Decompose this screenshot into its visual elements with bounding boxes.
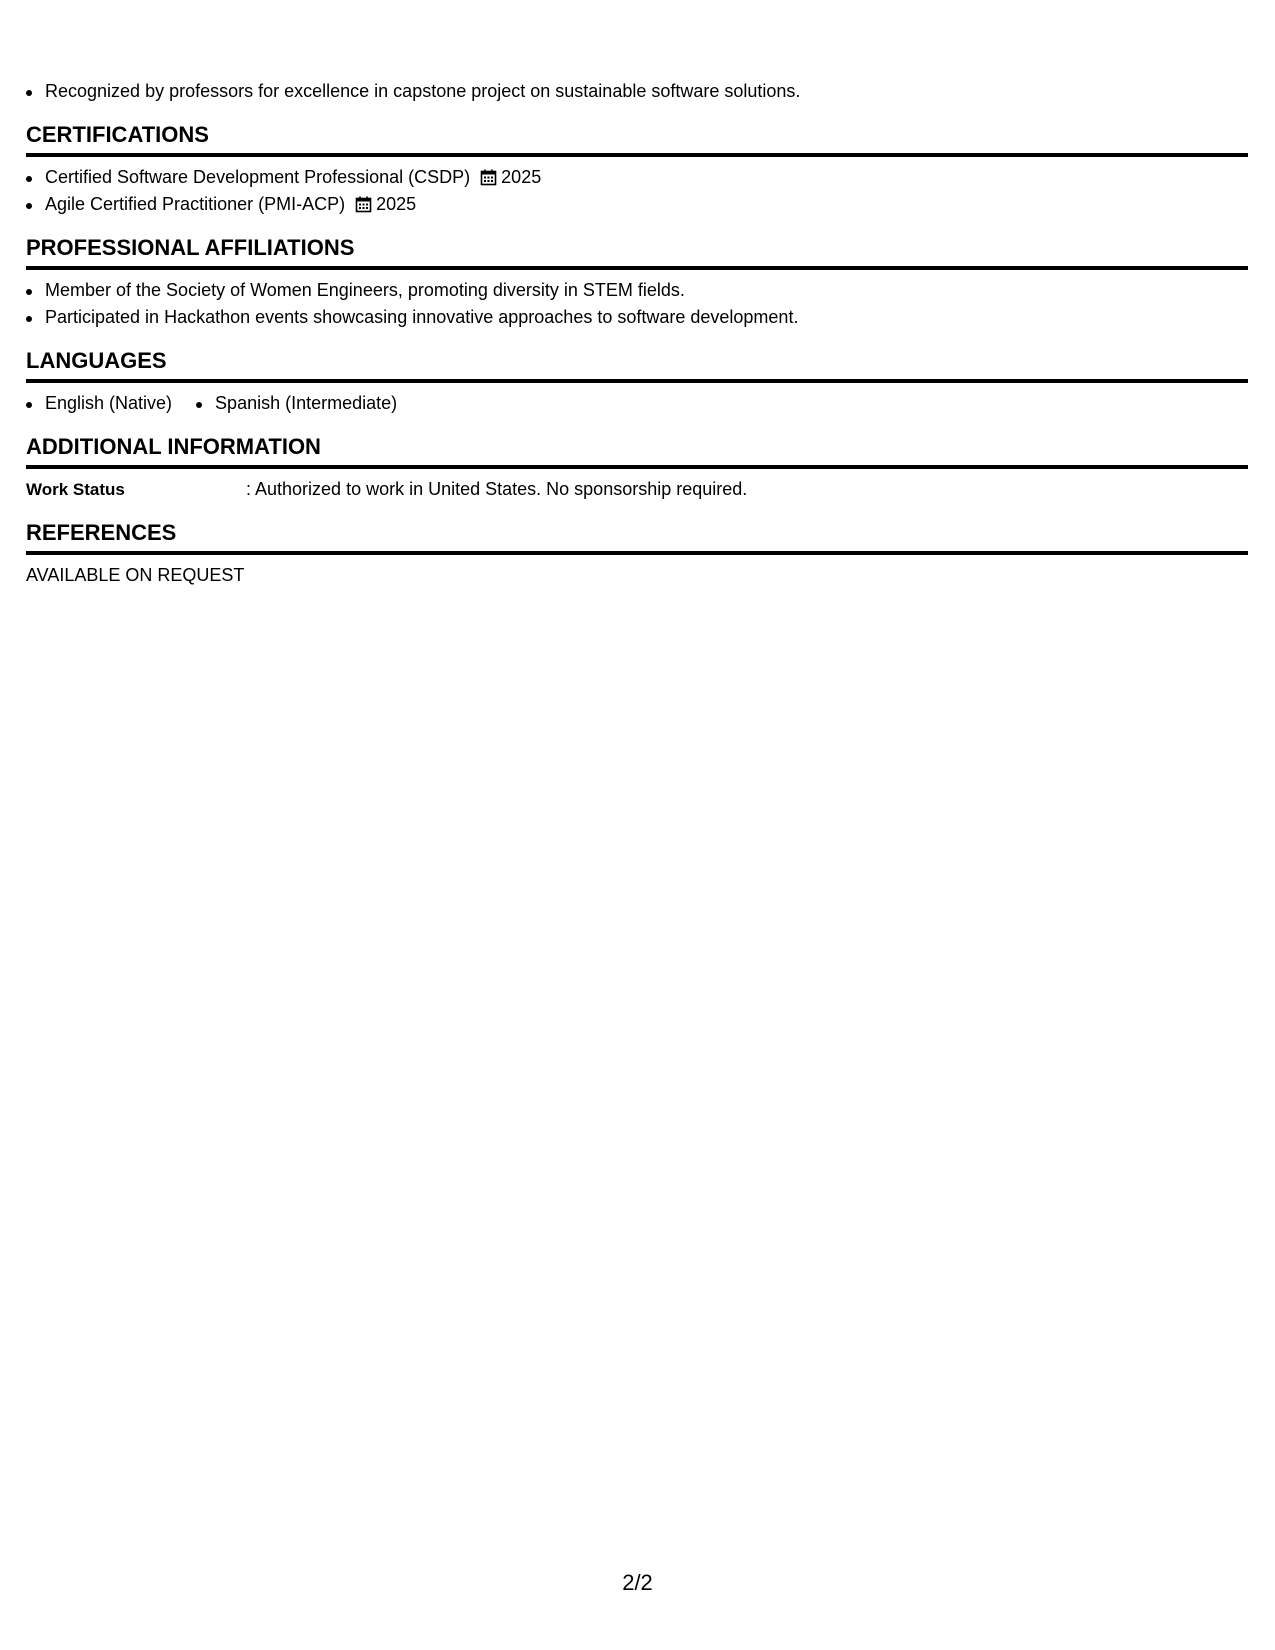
references-section [26,519,1248,589]
certifications-list [26,164,1248,218]
languages-section [26,347,1248,417]
resume-page [26,78,1248,589]
additional-info-section [26,433,1248,503]
calendar-icon [480,169,497,186]
language-item: English (Native) [26,390,172,417]
certification-name: Agile Certified Practitioner (PMI-ACP) [45,194,346,214]
certification-item [26,191,1248,218]
certification-name: Certified Software Development Professional (CSDP) [45,167,471,187]
references-text: AVAILABLE ON REQUEST [26,565,245,585]
certification-item [26,164,1248,191]
section-heading: LANGUAGES [26,347,1248,383]
language-item: Spanish (Intermediate) [196,390,397,417]
calendar-icon [355,196,372,213]
list-item: Member of the Society of Women Engineers, promoting diversity in STEM fields. [26,277,1248,304]
certification-year: 2025 [376,194,417,214]
section-heading: ADDITIONAL INFORMATION [26,433,1248,469]
certification-year: 2025 [501,167,542,187]
work-status-value: : Authorized to work in United States. No sponsorship required. [246,479,748,499]
languages-list [26,390,1248,417]
intro-bullet-list [26,78,1248,105]
list-item: Participated in Hackathon events showcasing innovative approaches to software development. [26,304,1248,331]
certifications-section [26,121,1248,218]
work-status-label: Work Status [26,480,125,499]
page-number: 2/2 [622,1570,653,1595]
affiliations-section [26,234,1248,331]
section-heading: CERTIFICATIONS [26,121,1248,157]
section-heading: PROFESSIONAL AFFILIATIONS [26,234,1248,270]
affiliations-list [26,277,1248,331]
work-status-row [26,476,1248,503]
section-heading: REFERENCES [26,519,1248,555]
list-item: Recognized by professors for excellence in capstone project on sustainable software solutions. [26,78,1248,105]
